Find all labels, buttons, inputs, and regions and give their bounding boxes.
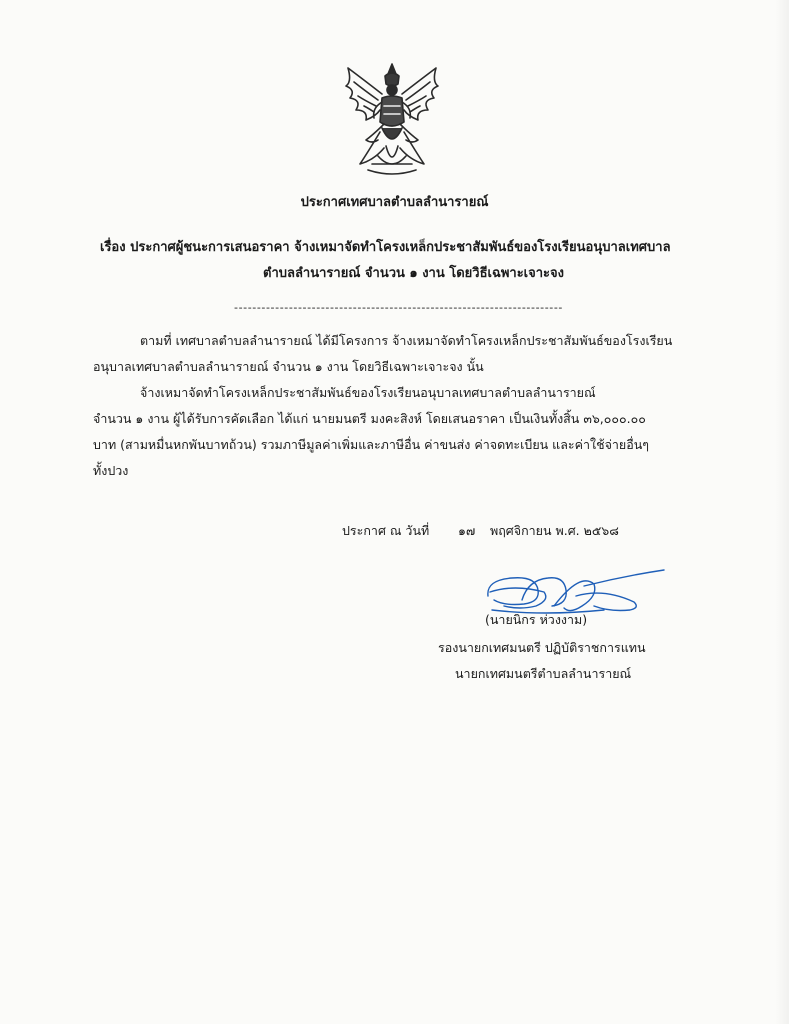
signer-position-line-2: นายกเทศมนตรีตำบลลำนารายณ์ (455, 666, 632, 681)
date-label: ประกาศ ณ วันที่ (342, 523, 430, 538)
paragraph-1-line-2: อนุบาลเทศบาลตำบลลำนารายณ์ จำนวน ๑ งาน โดยวิธีเฉพาะเจาะจง นั้น (93, 359, 484, 374)
divider-dashes: ------------------------------------------------------------------------ (234, 301, 563, 314)
page-edge-shadow (775, 0, 789, 1024)
paragraph-2-line-3: บาท (สามหมื่นหกพันบาทถ้วน) รวมภาษีมูลค่าเพิ่มและภาษีอื่น ค่าขนส่ง ค่าจดทะเบียน และค่าใช้จ่ายอื่นๆ (93, 437, 650, 452)
paragraph-2-line-1: จ้างเหมาจัดทำโครงเหล็กประชาสัมพันธ์ของโรงเรียนอนุบาลเทศบาลตำบลลำนารายณ์ (140, 385, 596, 400)
subject-line-1: เรื่อง ประกาศผู้ชนะการเสนอราคา จ้างเหมาจัดทำโครงเหล็กประชาสัมพันธ์ของโรงเรียนอนุบาลเทศบาล (100, 240, 671, 255)
subject-line-2: ตำบลลำนารายณ์ จำนวน ๑ งาน โดยวิธีเฉพาะเจาะจง (263, 266, 564, 281)
signer-name: (นายนิกร ห่วงงาม) (485, 612, 588, 627)
paragraph-2-line-2: จำนวน ๑ งาน ผู้ได้รับการคัดเลือก ได้แก่ นายมนตรี มงคะสิงห์ โดยเสนอราคา เป็นเงินทั้งสิ้น ๓๖,๐๐๐.๐๐ (93, 411, 646, 426)
garuda-emblem-icon (338, 60, 446, 178)
date-month-year: พฤศจิกายน พ.ศ. ๒๕๖๘ (490, 523, 619, 538)
paragraph-2-line-4: ทั้งปวง (93, 463, 129, 478)
announcement-title: ประกาศเทศบาลตำบลลำนารายณ์ (300, 195, 489, 210)
paragraph-1-line-1: ตามที่ เทศบาลตำบลลำนารายณ์ ได้มีโครงการ จ้างเหมาจัดทำโครงเหล็กประชาสัมพันธ์ของโรงเรียน (140, 333, 673, 348)
date-day: ๑๗ (458, 523, 476, 538)
signer-position-line-1: รองนายกเทศมนตรี ปฏิบัติราชการแทน (438, 640, 646, 655)
